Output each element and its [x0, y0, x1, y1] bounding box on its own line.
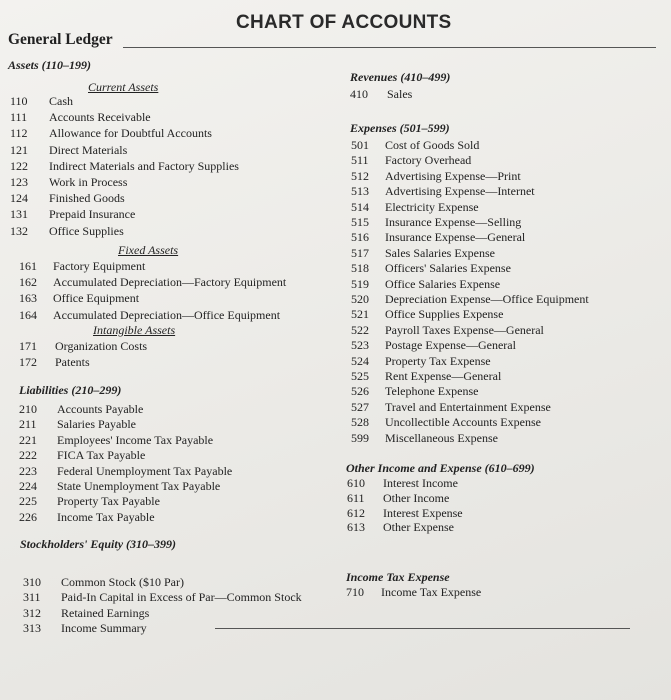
account-name: Indirect Materials and Factory Supplies: [49, 158, 239, 173]
account-row: [19, 355, 90, 370]
account-row: [19, 417, 136, 432]
account-number: 131: [10, 207, 28, 222]
account-name: Accumulated Depreciation—Office Equipment: [53, 307, 281, 322]
account-name: Other Expense: [383, 520, 454, 535]
account-name: Advertising Expense—Internet: [385, 184, 535, 199]
account-number: 112: [10, 126, 28, 141]
account-row: [351, 338, 516, 353]
account-name: Officers' Salaries Expense: [385, 261, 511, 276]
account-row: [10, 94, 73, 109]
liabilities-heading: Liabilities (210–299): [19, 383, 122, 397]
account-name: Factory Equipment: [53, 259, 146, 273]
account-name: FICA Tax Payable: [57, 448, 146, 463]
account-row: [19, 494, 160, 509]
account-name: Federal Unemployment Tax Payable: [57, 463, 233, 478]
page-title: CHART OF ACCOUNTS: [236, 12, 452, 33]
fixed-assets-heading: Fixed Assets: [118, 243, 179, 257]
account-row: [351, 384, 478, 399]
account-row: [351, 354, 491, 369]
account-number: 210: [19, 402, 37, 416]
account-row: [351, 169, 521, 184]
account-number: 224: [19, 479, 37, 493]
account-name: Office Equipment: [53, 291, 140, 306]
account-number: 501: [351, 138, 369, 152]
account-number: 517: [351, 245, 369, 260]
account-number: 513: [351, 184, 369, 199]
account-number: 613: [347, 520, 365, 535]
account-row: [351, 431, 498, 446]
account-number: 410: [350, 87, 368, 101]
revenues-heading: Revenues (410–499): [350, 70, 451, 84]
account-number: 171: [19, 339, 37, 353]
account-row: [23, 575, 184, 590]
account-name: Sales: [387, 87, 413, 101]
account-name: Employees' Income Tax Payable: [57, 432, 214, 447]
account-row: [351, 323, 544, 338]
account-number: 221: [19, 432, 37, 447]
account-number: 599: [351, 430, 369, 445]
account-number: 527: [351, 399, 369, 414]
account-number: 222: [19, 448, 37, 463]
account-number: 161: [19, 259, 37, 273]
account-row: [350, 87, 412, 102]
account-name: Property Tax Expense: [385, 353, 491, 368]
account-row: [351, 400, 551, 415]
account-row: [19, 275, 286, 290]
account-name: Payroll Taxes Expense—General: [385, 322, 544, 337]
account-number: 528: [351, 415, 369, 430]
account-number: 312: [23, 605, 41, 620]
account-name: Office Salaries Expense: [385, 276, 501, 291]
account-name: Accounts Payable: [57, 402, 144, 416]
account-number: 310: [23, 575, 41, 589]
account-row: [351, 200, 479, 215]
account-row: [23, 606, 149, 621]
account-row: [351, 277, 500, 292]
account-row: [10, 224, 124, 239]
account-number: 511: [351, 153, 369, 168]
account-name: Office Supplies Expense: [385, 307, 504, 322]
current-assets-heading: Current Assets: [88, 80, 159, 94]
other-income-heading: Other Income and Expense (610–699): [346, 461, 535, 475]
account-row: [19, 448, 145, 463]
account-number: 226: [19, 509, 37, 524]
account-name: Salaries Payable: [57, 417, 136, 432]
account-number: 610: [347, 476, 365, 490]
account-number: 172: [19, 355, 37, 370]
account-row: [351, 292, 589, 307]
account-row: [10, 175, 127, 190]
account-row: [347, 476, 458, 491]
account-name: Miscellaneous Expense: [385, 430, 498, 445]
account-number: 132: [10, 223, 28, 238]
account-name: Interest Income: [383, 476, 458, 490]
expenses-heading: Expenses (501–599): [350, 121, 450, 135]
account-row: [19, 339, 147, 354]
account-number: 110: [10, 94, 28, 108]
account-number: 526: [351, 384, 369, 399]
account-name: Income Tax Payable: [57, 509, 155, 524]
account-name: Office Supplies: [49, 223, 124, 238]
assets-heading: Assets (110–199): [8, 58, 92, 72]
account-name: Other Income: [383, 490, 450, 505]
account-name: Sales Salaries Expense: [385, 245, 495, 260]
account-row: [351, 415, 541, 430]
account-name: Interest Expense: [383, 505, 463, 520]
account-number: 122: [10, 158, 28, 173]
account-row: [351, 138, 479, 153]
account-name: Work in Process: [49, 175, 128, 189]
account-name: Direct Materials: [49, 142, 128, 157]
equity-heading: Stockholders' Equity (310–399): [20, 537, 177, 551]
account-row: [351, 215, 521, 230]
account-name: Depreciation Expense—Office Equipment: [385, 292, 589, 306]
account-number: 123: [10, 175, 28, 189]
account-number: 163: [19, 291, 37, 306]
account-name: Rent Expense—General: [385, 369, 502, 383]
account-number: 225: [19, 494, 37, 509]
account-row: [19, 433, 213, 448]
account-row: [351, 153, 471, 168]
account-number: 518: [351, 261, 369, 276]
account-number: 211: [19, 417, 37, 432]
header-rule: [123, 47, 656, 48]
account-number: 162: [19, 275, 37, 290]
account-name: Postage Expense—General: [385, 338, 516, 353]
account-number: 124: [10, 191, 28, 206]
account-row: [10, 191, 125, 206]
account-name: Paid-In Capital in Excess of Par—Common Stock: [61, 590, 302, 605]
account-name: Advertising Expense—Print: [385, 168, 521, 183]
account-row: [19, 259, 145, 274]
account-row: [10, 126, 212, 141]
account-row: [19, 308, 280, 323]
account-name: State Unemployment Tax Payable: [57, 479, 221, 493]
account-name: Cash: [49, 94, 73, 108]
account-name: Insurance Expense—General: [385, 230, 526, 245]
footer-rule: [215, 628, 630, 629]
account-row: [351, 230, 525, 245]
account-number: 524: [351, 353, 369, 368]
account-number: 121: [10, 142, 28, 157]
account-number: 164: [19, 307, 37, 322]
account-number: 612: [347, 505, 365, 520]
account-number: 512: [351, 168, 369, 183]
account-name: Prepaid Insurance: [49, 207, 136, 222]
account-row: [10, 110, 151, 125]
account-number: 311: [23, 590, 41, 605]
intangible-assets-heading: Intangible Assets: [93, 323, 176, 337]
account-number: 520: [351, 292, 369, 306]
account-number: 611: [347, 490, 365, 505]
account-row: [346, 585, 481, 600]
account-number: 519: [351, 276, 369, 291]
account-name: Income Summary: [61, 621, 147, 636]
account-name: Uncollectible Accounts Expense: [385, 415, 541, 430]
account-number: 111: [10, 110, 28, 125]
account-number: 223: [19, 463, 37, 478]
account-row: [347, 491, 449, 506]
account-name: Electricity Expense: [385, 199, 479, 214]
account-number: 523: [351, 338, 369, 353]
account-number: 525: [351, 369, 369, 383]
account-name: Patents: [55, 355, 90, 370]
account-row: [10, 159, 239, 174]
account-name: Factory Overhead: [385, 153, 472, 168]
account-name: Travel and Entertainment Expense: [385, 399, 551, 414]
account-row: [347, 506, 463, 521]
account-name: Common Stock ($10 Par): [61, 575, 184, 589]
account-row: [351, 246, 495, 261]
account-number: 514: [351, 199, 369, 214]
account-row: [23, 621, 147, 636]
account-row: [23, 590, 302, 605]
account-number: 515: [351, 215, 369, 229]
account-name: Income Tax Expense: [381, 585, 482, 599]
account-row: [19, 510, 155, 525]
account-name: Accumulated Depreciation—Factory Equipment: [53, 275, 287, 290]
account-name: Cost of Goods Sold: [385, 138, 480, 152]
account-number: 521: [351, 307, 369, 322]
account-number: 313: [23, 621, 41, 636]
account-row: [19, 464, 232, 479]
account-number: 522: [351, 322, 369, 337]
account-name: Organization Costs: [55, 339, 148, 353]
general-ledger-heading: General Ledger: [8, 31, 113, 48]
account-name: Property Tax Payable: [57, 494, 160, 509]
account-name: Finished Goods: [49, 191, 125, 206]
account-name: Allowance for Doubtful Accounts: [49, 126, 212, 141]
account-row: [19, 402, 143, 417]
account-row: [10, 143, 127, 158]
account-row: [347, 520, 454, 535]
account-name: Retained Earnings: [61, 605, 150, 620]
account-name: Insurance Expense—Selling: [385, 215, 522, 229]
account-number: 516: [351, 230, 369, 245]
account-row: [10, 207, 135, 222]
account-row: [351, 261, 511, 276]
account-name: Telephone Expense: [385, 384, 479, 399]
account-row: [351, 369, 501, 384]
account-number: 710: [346, 585, 364, 599]
account-row: [351, 307, 503, 322]
account-name: Accounts Receivable: [49, 110, 151, 125]
account-row: [19, 291, 139, 306]
account-row: [19, 479, 220, 494]
income-tax-heading: Income Tax Expense: [346, 570, 450, 584]
account-row: [351, 184, 535, 199]
